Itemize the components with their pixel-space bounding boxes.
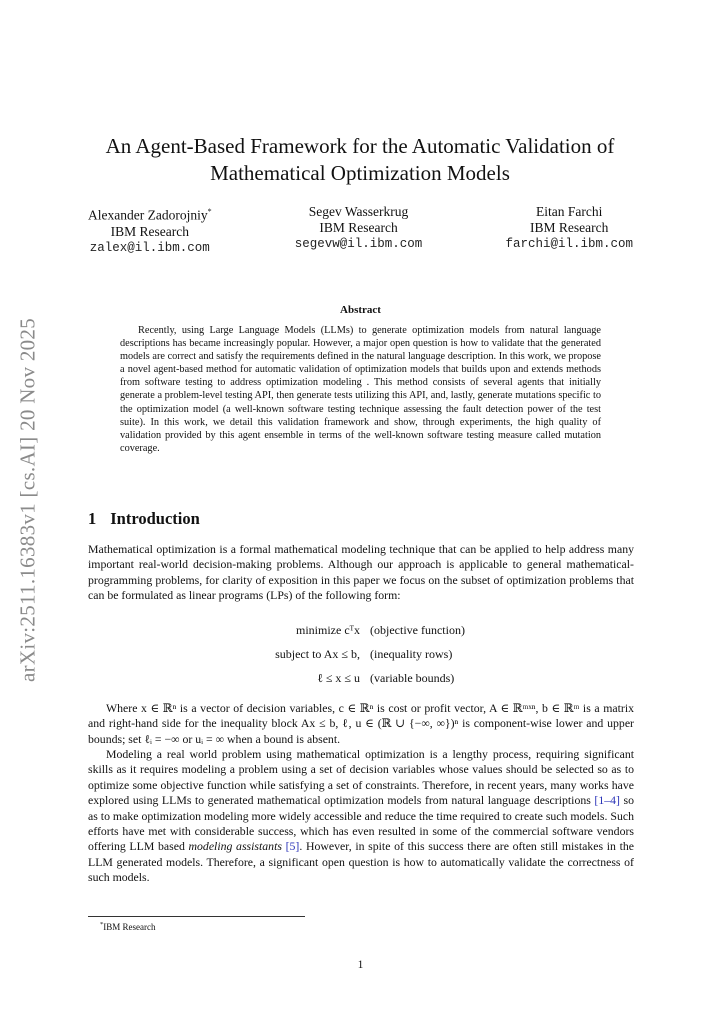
citation-link[interactable]: [1–4] xyxy=(594,793,620,808)
equation-label: (objective function) xyxy=(370,623,465,637)
section-heading xyxy=(88,509,200,529)
footnote-text: IBM Research xyxy=(103,922,156,932)
footnote xyxy=(100,921,155,932)
equation-lhs: ℓ ≤ x ≤ u xyxy=(317,671,360,685)
author-2 xyxy=(295,204,423,256)
equation-lhs: minimize cᵀx xyxy=(296,623,360,637)
author-name: Segev Wasserkrug xyxy=(308,204,409,219)
paragraph-text: so as to make optimization modeling more widely accessible and reduce the time required to create such models. Such efforts have met with considerable success, which has even resulted in some of the commercial software vendors offering LLM based xyxy=(88,793,634,854)
abstract-heading: Abstract xyxy=(340,304,381,316)
section-title: Introduction xyxy=(110,509,200,528)
arxiv-identifier-text: arXiv:2511.16383v1 [cs.AI] 20 Nov 2025 xyxy=(15,317,40,683)
equation-label: (variable bounds) xyxy=(370,671,455,685)
paragraph-text: . However, in spite of this success there are often still mistakes in the LLM generated models. Therefore, a significant open question is how to automatically validate the correctness of such models. xyxy=(88,839,635,885)
paragraph-text: Modeling a real world problem using mathematical optimization is a lengthy process, requiring significant skills as it requires modeling a problem using a set of decision variables whose values should be selected so as to optimize some objective function while satisfying a set of constraints. Therefore, in recent years, many works have explored using LLMs to generated mathematical optimization models from natural language descriptions xyxy=(88,747,634,808)
arxiv-identifier xyxy=(8,300,48,700)
author-affiliation: IBM Research xyxy=(110,223,189,239)
intro-paragraph-1: Mathematical optimization is a formal mathematical modeling technique that can be applied to help address many important real-world decision-making problems. Although our approach is applicable to general mathematical-programming problems, for clarity of exposition in this paper we focus on the subset of optimization problems that can be formulated as linear programs (LPs) of the following form: xyxy=(88,542,634,603)
author-1 xyxy=(88,204,212,256)
author-name: Eitan Farchi xyxy=(536,204,603,219)
equation-lhs: subject to Ax ≤ b, xyxy=(275,647,360,661)
abstract-text: Recently, using Large Language Models (LLMs) to generate optimization models from natural language descriptions has became increasingly popular. However, a major open question is how to validate that the generated models are correct and satisfy the requirements defined in the natural language description. In this work, we propose a novel agent-based method for automatic validation of optimization models that builds upon and extends methods from software testing to address optimization modeling . This method consists of several agents that initially generate a problem-level testing API, then generate tests utilizing this API, and, lastly, generate mutations specific to the optimization model (a well-known software testing technique assessing the fault detection power of the test suite). In this work, we detail this validation framework and show, through experiments, the high quality of validation provided by this agent ensemble in terms of the well-known software testing measure called mutation coverage. xyxy=(120,325,601,454)
page-number: 1 xyxy=(357,959,364,971)
emphasized-text: modeling assistants xyxy=(188,839,282,854)
intro-paragraph-3 xyxy=(88,747,634,886)
author-block xyxy=(88,204,633,256)
section-number: 1 xyxy=(88,509,97,528)
citation-link[interactable]: [5] xyxy=(285,839,300,854)
author-affiliation: IBM Research xyxy=(530,220,609,235)
author-email[interactable]: zalex@il.ibm.com xyxy=(89,240,210,255)
author-email[interactable]: segevw@il.ibm.com xyxy=(294,237,423,251)
author-footnote-mark: * xyxy=(207,207,212,216)
author-3 xyxy=(505,204,633,256)
author-affiliation: IBM Research xyxy=(319,220,398,235)
author-email[interactable]: farchi@il.ibm.com xyxy=(505,237,633,251)
footnote-mark: * xyxy=(100,921,104,928)
footnote-divider xyxy=(88,916,305,917)
author-name: Alexander Zadorojniy xyxy=(88,207,208,223)
paper-title: An Agent-Based Framework for the Automatic Validation of Mathematical Optimization Models xyxy=(105,134,615,185)
intro-paragraph-2: Where x ∈ ℝⁿ is a vector of decision variables, c ∈ ℝⁿ is cost or profit vector, A ∈ ℝᵐˣⁿ, b ∈ ℝᵐ is a matrix and right-hand side for the inequality block Ax ≤ b, ℓ, u ∈ (ℝ ∪ {−∞, ∞})ⁿ is component-wise lower and upper bounds; set ℓᵢ = −∞ or uᵢ = ∞ when a bound is absent. xyxy=(88,701,634,746)
equation-label: (inequality rows) xyxy=(370,647,453,661)
